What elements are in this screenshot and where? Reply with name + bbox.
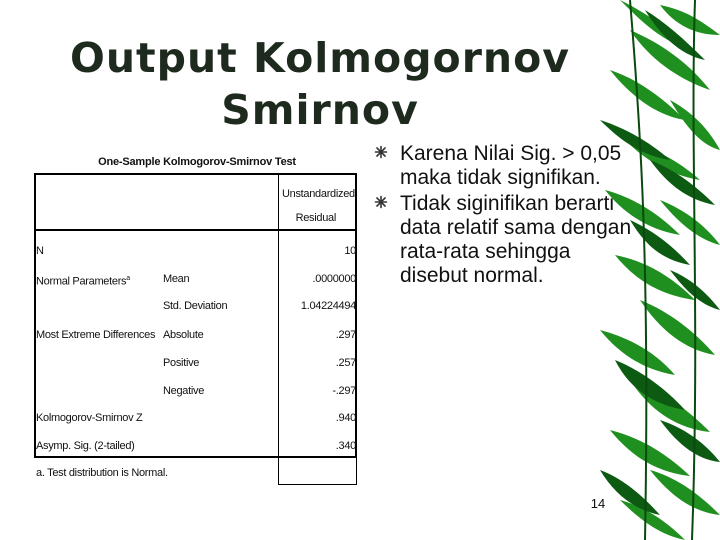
row-value-mean: .0000000 [312,273,356,285]
row-value-absolute: .297 [335,329,356,341]
row-value-ks-z: .940 [335,412,356,424]
row-value-negative: -.297 [332,385,356,397]
bullet-text: Karena Nilai Sig. > 0,05 maka tidak signifikan. [400,142,622,189]
row-value-asymp-sig: .340 [335,440,356,452]
row-label-asymp-sig: Asymp. Sig. (2-tailed) [36,440,135,452]
asterisk-icon [374,145,388,159]
bullet-text: Tidak siginifikan berarti data relatif sama dengan rata-rata sehingga disebut normal. [400,192,632,287]
title-line-2: Smirnov [221,86,419,134]
header-divider [34,229,357,231]
table-top-border [34,173,357,175]
slide-title [40,32,600,136]
row-sub-positive: Positive [163,357,200,369]
row-sub-negative: Negative [163,385,205,397]
row-label-normal-parameters [36,271,130,287]
row-sub-mean: Mean [163,273,190,285]
table-bottom-border [34,456,357,458]
row-value-std-deviation: 1.04224494 [300,300,356,312]
value-column-divider [278,175,279,456]
row-label-ks-z: Kolmogorov-Smirnov Z [36,412,143,424]
footer-box-left [278,458,279,485]
footer-box-bottom [278,484,357,485]
footer-box-right [356,458,357,485]
page-number: 14 [590,496,606,511]
row-sub-absolute: Absolute [163,329,204,341]
column-header-line-1: Unstandardized [282,188,355,200]
row-value-n: 10 [344,245,356,257]
ks-test-table [32,152,362,492]
asterisk-icon [374,195,388,209]
footnote-marker: a [126,275,130,282]
table-footnote: a. Test distribution is Normal. [36,467,168,479]
row-label-most-extreme: Most Extreme Differences [36,329,156,341]
title-line-1: Output Kolmogornov [69,34,571,82]
column-header-line-2: Residual [295,212,336,224]
table-title: One-Sample Kolmogorov-Smirnov Test [98,156,296,168]
label-text: Normal Parameters [36,275,127,288]
row-value-positive: .257 [335,357,356,369]
bamboo-leaves-icon [600,0,720,540]
row-sub-std-deviation: Std. Deviation [163,300,228,312]
row-label-n: N [36,245,44,257]
